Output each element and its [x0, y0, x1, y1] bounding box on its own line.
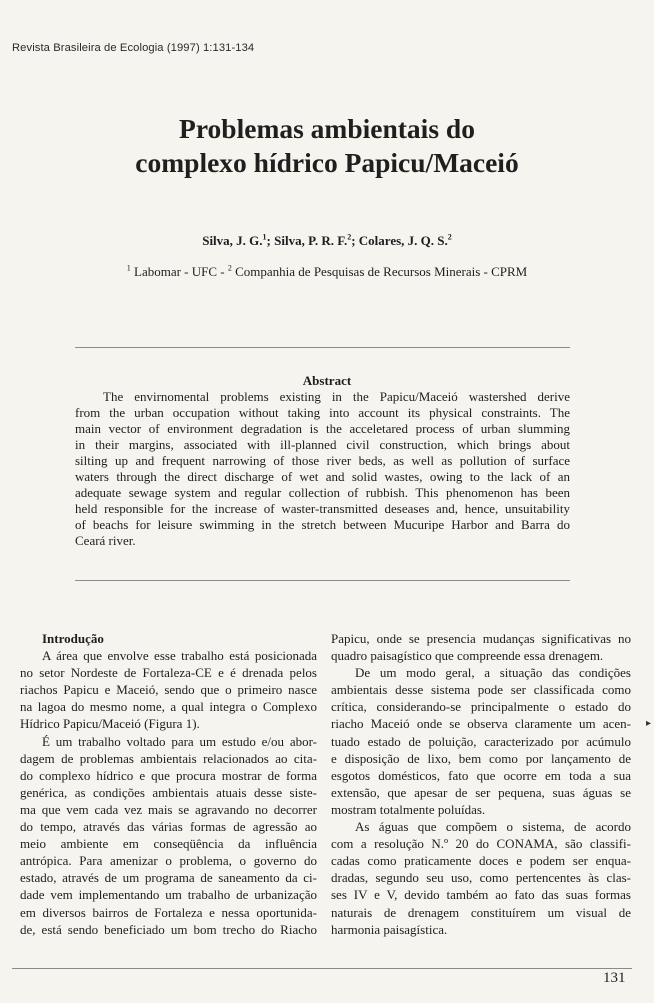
- body-line: do tempo, através das várias formas de agressão ao: [20, 819, 317, 835]
- abstract-line: from the urban occupation without taking into account its physical constraints. The: [75, 405, 570, 420]
- abstract-line: main vector of environment degradation is the acceletared process of urban slumming: [75, 421, 570, 436]
- margin-mark: ▸: [646, 718, 652, 729]
- footer-rule: [12, 968, 632, 969]
- title-line-1: Problemas ambientais do: [179, 113, 475, 144]
- author-3: ; Colares, J. Q. S.: [351, 233, 448, 248]
- right-column: [331, 630, 631, 938]
- body-line: genérica, as condições ambientais atuais desse siste-: [20, 784, 317, 800]
- body-line: extensão, que apesar de ser pequena, suas águas se: [331, 784, 631, 800]
- body-line: dade vem implementando um trabalho de urbanização: [20, 887, 317, 903]
- abstract-line: held responsible for the increase of waster-transmitted deseases and, hence, unsuitability: [75, 501, 570, 516]
- title-line-2: complexo hídrico Papicu/Maceió: [135, 147, 519, 178]
- author-1-affil: 1: [262, 232, 267, 242]
- body-line: em diversos bairros de Fortaleza e nessa oportunida-: [20, 904, 317, 920]
- body-line: riacho Maceió onde se observa claramente um acen-: [331, 716, 631, 732]
- abstract-line: in their margins, associated with ill-planned civil construction, which brings about: [75, 437, 570, 452]
- body-line: antrópica. Para amenizar o problema, o governo do: [20, 853, 317, 869]
- body-line: no setor Nordeste de Fortaleza-CE e é drenada pelos: [20, 665, 317, 681]
- body-line: tuado estado de poluição, caracterizado por acúmulo: [331, 733, 631, 749]
- author-list: [0, 233, 654, 249]
- abstract-line: waters through the direct discharge of wet and solid wastes, owing to the lack of an: [75, 469, 570, 484]
- affil-2-marker: 2: [227, 263, 232, 273]
- body-line: Hídrico Papicu/Maceió (Figura 1).: [20, 716, 200, 732]
- body-line: Papicu, onde se presencia mudanças significativas no: [331, 631, 631, 646]
- author-2: ; Silva, P. R. F.: [266, 233, 348, 248]
- abstract-line: silting up and frequent narrowing of those river beds, as well as pollution of surface: [75, 453, 570, 468]
- body-line: De um modo geral, a situação das condições: [355, 665, 631, 681]
- body-line: ses IV e V, devido também ao fato das suas formas: [331, 887, 631, 903]
- body-line: ambientais desse sistema pode ser classificada como: [331, 682, 631, 698]
- body-line: na lagoa do mesmo nome, a qual integra o Complexo: [20, 699, 317, 715]
- body-line: cadas como praticamente doces e podem ser enqua-: [331, 853, 631, 869]
- body-line: meio ambiente em conseqüência da influência: [20, 836, 317, 852]
- affil-1-text: Labomar - UFC -: [130, 264, 228, 279]
- body-line: As águas que compõem o sistema, de acordo: [355, 819, 631, 835]
- abstract-line: Ceará river.: [75, 533, 136, 548]
- body-line: com a resolução N.º 20 do CONAMA, são classifi-: [331, 836, 631, 852]
- affil-1-marker: 1: [126, 263, 131, 273]
- body-line: de, está sendo beneficiado um bom trecho do Riacho: [20, 921, 317, 937]
- body-line: do complexo hídrico e que procura mostrar de forma: [20, 767, 317, 783]
- abstract-line: of beachs for leisure swimming in the stretch between Mucuripe Harbor and Barra do: [75, 517, 570, 532]
- abstract-body: [75, 389, 570, 549]
- author-1: Silva, J. G.: [202, 233, 263, 248]
- body-line: naturais de drenagem constituírem um visual de: [331, 904, 631, 920]
- journal-citation: Revista Brasileira de Ecologia (1997) 1:131-134: [12, 42, 255, 54]
- body-line: riachos Papicu e Maceió, sendo que o primeiro nasce: [20, 682, 317, 698]
- left-column: [20, 630, 317, 938]
- body-line: A área que envolve esse trabalho está posicionada: [42, 648, 317, 664]
- body-line: dagem de problemas ambientais relacionados ao cita-: [20, 750, 317, 766]
- abstract-line: The envirnomental problems existing in the Papicu/Maceió wastershed derive: [103, 389, 570, 404]
- body-line: e disposição de lixo, bem como por lançamento de: [331, 750, 631, 766]
- body-line: dradas, segundo seu uso, como pertencentes às clas-: [331, 870, 631, 886]
- body-line: esgotos domésticos, fato que ocorre em toda a sua: [331, 767, 631, 783]
- page-number: 131: [603, 970, 626, 986]
- body-line: ma que vem cada vez mais se agravando no decorrer: [20, 801, 317, 817]
- author-3-affil: 2: [447, 232, 452, 242]
- body-line: harmonia paisagística.: [331, 921, 448, 937]
- affiliations: [0, 264, 654, 280]
- abstract-line: adequate sewage system and regular collection of rubbish. This phenomenon has been: [75, 485, 570, 500]
- body-line: quadro paisagístico que compreende essa drenagem.: [331, 648, 604, 664]
- section-heading-introducao: Introdução: [42, 631, 104, 646]
- body-line: É um trabalho voltado para um estudo e/ou abor-: [42, 733, 317, 749]
- author-2-affil: 2: [347, 232, 352, 242]
- abstract-bottom-rule: [75, 580, 570, 581]
- affil-2-text: Companhia de Pesquisas de Recursos Minerais - CPRM: [231, 264, 528, 279]
- abstract-top-rule: [75, 347, 570, 348]
- abstract-heading: Abstract: [302, 373, 352, 388]
- body-line: mostram totalmente poluídas.: [331, 801, 486, 817]
- body-line: crítica, considerando-se principalmente o estado do: [331, 699, 631, 715]
- article-title: [0, 112, 654, 180]
- body-line: estado, através de um programa de saneamento da ci-: [20, 870, 317, 886]
